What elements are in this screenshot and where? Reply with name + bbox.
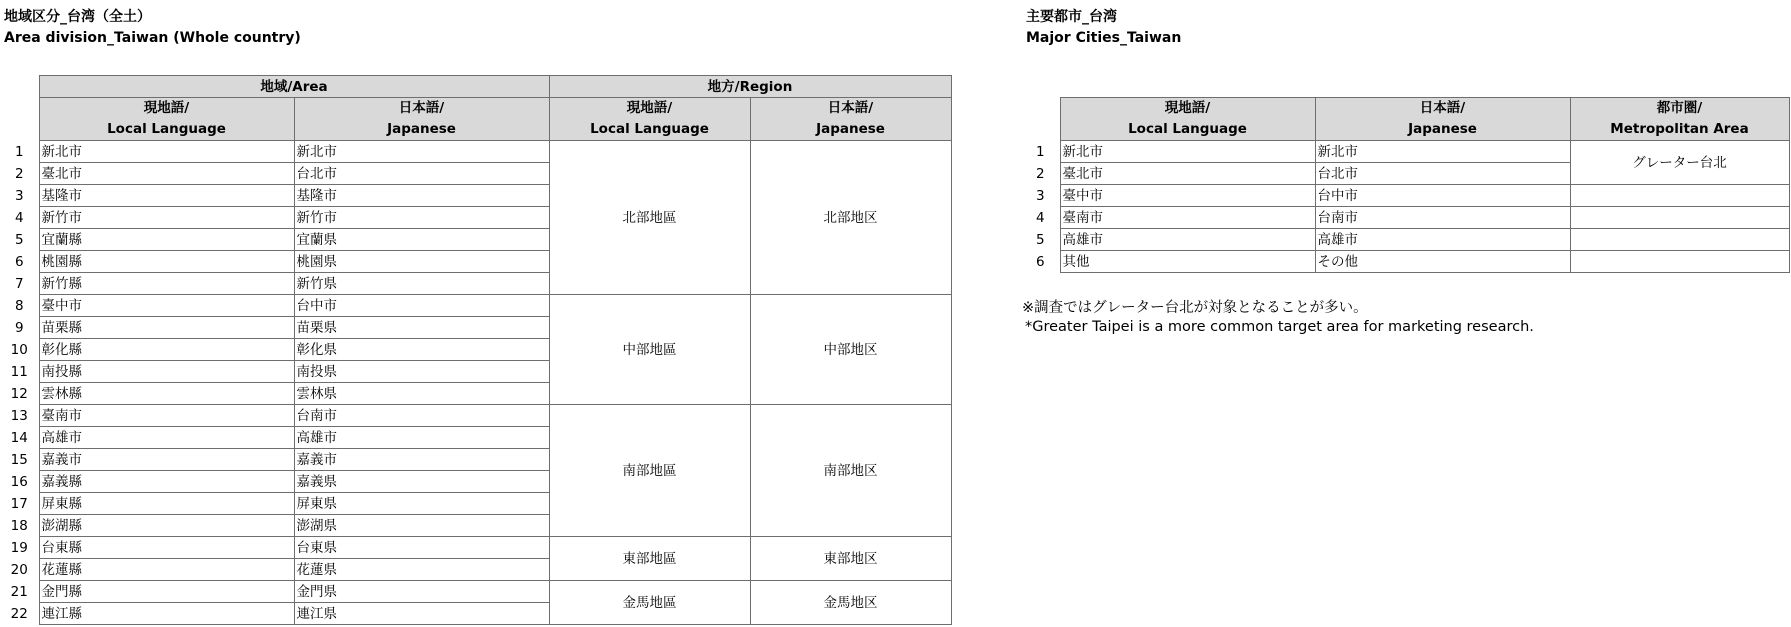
japanese-name-cell: 基隆市 (294, 185, 549, 207)
local-name-cell: 南投縣 (39, 361, 294, 383)
japanese-name-cell: 台北市 (294, 163, 549, 185)
row-number: 22 (10, 605, 28, 622)
table-row (0, 537, 951, 559)
row-number: 5 (1035, 231, 1045, 248)
japanese-name-cell: 桃園県 (294, 251, 549, 273)
region-local-language-header: 現地語/ Local Language (549, 98, 750, 141)
japanese-name-cell: 台東県 (294, 537, 549, 559)
metropolitan-area-cell (1570, 251, 1789, 273)
area-division-title-jp: 地域区分_台湾（全土） (4, 9, 151, 25)
area-division-title-en: Area division_Taiwan (Whole country) (4, 30, 301, 46)
note-jp: ※調査ではグレーター台北が対象となることが多い。 (1022, 300, 1368, 316)
table-row (0, 295, 951, 317)
metropolitan-area-header: 都市圏/ Metropolitan Area (1570, 98, 1789, 141)
japanese-name-cell: 彰化県 (294, 339, 549, 361)
row-number: 3 (1035, 187, 1045, 204)
local-name-cell: 新竹縣 (39, 273, 294, 295)
row-number: 3 (14, 187, 24, 204)
table-row (0, 141, 951, 163)
local-name-cell: 花蓮縣 (39, 559, 294, 581)
area-header: 地域/Area (39, 76, 549, 98)
metropolitan-area-cell (1570, 185, 1789, 207)
row-number: 5 (14, 231, 24, 248)
row-number: 21 (10, 583, 28, 600)
region-local-cell: 中部地區 (549, 295, 750, 405)
row-number: 6 (1035, 253, 1045, 270)
city-local-language-header: 現地語/ Local Language (1060, 98, 1315, 141)
local-name-cell: 宜蘭縣 (39, 229, 294, 251)
table-row (1021, 185, 1789, 207)
local-name-cell: 屏東縣 (39, 493, 294, 515)
city-local-cell: 臺中市 (1060, 185, 1315, 207)
row-number: 12 (10, 385, 28, 402)
japanese-name-cell: 花蓮県 (294, 559, 549, 581)
row-number: 1 (1035, 143, 1045, 160)
major-cities-table (1021, 97, 1790, 273)
japanese-name-cell: 台南市 (294, 405, 549, 427)
row-number: 7 (14, 275, 24, 292)
local-name-cell: 臺南市 (39, 405, 294, 427)
row-number: 19 (10, 539, 28, 556)
row-number: 20 (10, 561, 28, 578)
city-japanese-cell: 台南市 (1315, 207, 1570, 229)
area-division-table (0, 75, 952, 625)
city-local-cell: 高雄市 (1060, 229, 1315, 251)
japanese-name-cell: 金門県 (294, 581, 549, 603)
local-name-cell: 基隆市 (39, 185, 294, 207)
row-number: 2 (1035, 165, 1045, 182)
japanese-name-cell: 苗栗県 (294, 317, 549, 339)
japanese-name-cell: 台中市 (294, 295, 549, 317)
local-name-cell: 嘉義市 (39, 449, 294, 471)
local-name-cell: 彰化縣 (39, 339, 294, 361)
local-name-cell: 台東縣 (39, 537, 294, 559)
row-number: 4 (1035, 209, 1045, 226)
city-local-cell: 臺北市 (1060, 163, 1315, 185)
japanese-name-cell: 屏東県 (294, 493, 549, 515)
local-name-cell: 新北市 (39, 141, 294, 163)
area-japanese-header: 日本語/ Japanese (294, 98, 549, 141)
city-local-cell: 新北市 (1060, 141, 1315, 163)
local-name-cell: 連江縣 (39, 603, 294, 625)
local-name-cell: 苗栗縣 (39, 317, 294, 339)
row-number: 1 (14, 143, 24, 160)
city-japanese-cell: 高雄市 (1315, 229, 1570, 251)
table-row (0, 405, 951, 427)
city-local-cell: 其他 (1060, 251, 1315, 273)
japanese-name-cell: 南投県 (294, 361, 549, 383)
japanese-name-cell: 連江県 (294, 603, 549, 625)
japanese-name-cell: 澎湖県 (294, 515, 549, 537)
area-local-language-header: 現地語/ Local Language (39, 98, 294, 141)
local-name-cell: 澎湖縣 (39, 515, 294, 537)
row-number: 14 (10, 429, 28, 446)
local-name-cell: 雲林縣 (39, 383, 294, 405)
major-cities-title-en: Major Cities_Taiwan (1026, 30, 1182, 46)
row-number: 13 (10, 407, 28, 424)
table-row (1021, 141, 1789, 163)
local-name-cell: 高雄市 (39, 427, 294, 449)
japanese-name-cell: 新竹市 (294, 207, 549, 229)
note-en: *Greater Taipei is a more common target area for marketing research. (1025, 319, 1534, 335)
region-local-cell: 東部地區 (549, 537, 750, 581)
table-row (1021, 251, 1789, 273)
table-row (1021, 229, 1789, 251)
japanese-name-cell: 雲林県 (294, 383, 549, 405)
row-number: 6 (14, 253, 24, 270)
japanese-name-cell: 嘉義市 (294, 449, 549, 471)
row-number: 2 (14, 165, 24, 182)
local-name-cell: 臺中市 (39, 295, 294, 317)
region-local-cell: 金馬地區 (549, 581, 750, 625)
city-local-cell: 臺南市 (1060, 207, 1315, 229)
metropolitan-area-cell (1570, 207, 1789, 229)
local-name-cell: 臺北市 (39, 163, 294, 185)
table-row (1021, 207, 1789, 229)
japanese-name-cell: 新北市 (294, 141, 549, 163)
japanese-name-cell: 宜蘭県 (294, 229, 549, 251)
local-name-cell: 桃園縣 (39, 251, 294, 273)
japanese-name-cell: 高雄市 (294, 427, 549, 449)
region-japanese-cell: 東部地区 (750, 537, 951, 581)
row-number: 11 (10, 363, 28, 380)
row-number: 9 (14, 319, 24, 336)
region-header: 地方/Region (549, 76, 951, 98)
region-japanese-cell: 北部地区 (750, 141, 951, 295)
row-number: 10 (10, 341, 28, 358)
japanese-name-cell: 嘉義県 (294, 471, 549, 493)
major-cities-title-jp: 主要都市_台湾 (1026, 9, 1117, 25)
metropolitan-area-cell: グレーター台北 (1570, 141, 1789, 185)
row-number: 17 (10, 495, 28, 512)
row-number: 16 (10, 473, 28, 490)
region-japanese-cell: 南部地区 (750, 405, 951, 537)
city-japanese-cell: 新北市 (1315, 141, 1570, 163)
row-number: 8 (14, 297, 24, 314)
city-japanese-cell: その他 (1315, 251, 1570, 273)
region-local-cell: 南部地區 (549, 405, 750, 537)
row-number: 18 (10, 517, 28, 534)
city-japanese-cell: 台中市 (1315, 185, 1570, 207)
row-number: 15 (10, 451, 28, 468)
local-name-cell: 新竹市 (39, 207, 294, 229)
row-number: 4 (14, 209, 24, 226)
region-japanese-header: 日本語/ Japanese (750, 98, 951, 141)
city-japanese-header: 日本語/ Japanese (1315, 98, 1570, 141)
local-name-cell: 嘉義縣 (39, 471, 294, 493)
region-japanese-cell: 中部地区 (750, 295, 951, 405)
region-local-cell: 北部地區 (549, 141, 750, 295)
metropolitan-area-cell (1570, 229, 1789, 251)
table-row (0, 581, 951, 603)
japanese-name-cell: 新竹県 (294, 273, 549, 295)
region-japanese-cell: 金馬地区 (750, 581, 951, 625)
local-name-cell: 金門縣 (39, 581, 294, 603)
city-japanese-cell: 台北市 (1315, 163, 1570, 185)
